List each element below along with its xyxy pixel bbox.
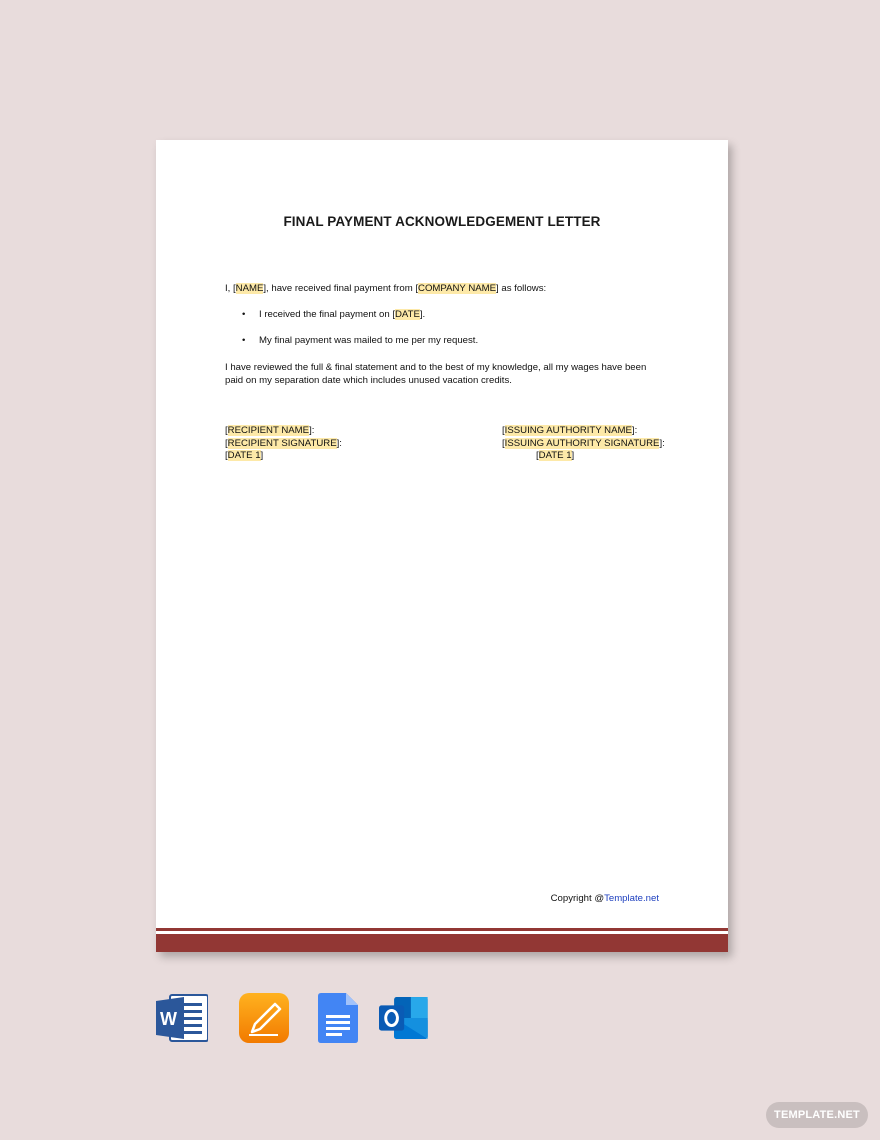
word-icon[interactable] (156, 993, 208, 1043)
copyright-notice: Copyright @Template.net (550, 893, 659, 904)
recipient-date-placeholder: DATE 1 (227, 450, 261, 462)
company-name-placeholder: COMPANY NAME (418, 283, 497, 294)
bullet-item: • My final payment was mailed to me per my request. (242, 335, 479, 346)
outlook-icon[interactable] (379, 993, 431, 1043)
issuing-signature-placeholder: ISSUING AUTHORITY SIGNATURE (504, 437, 660, 449)
footer-bar (156, 934, 728, 952)
date-placeholder: DATE (395, 309, 420, 320)
bullet-icon: • (242, 309, 246, 320)
bullet-item: • I received the final payment on [DATE]. (242, 309, 426, 320)
recipient-name-placeholder: RECIPIENT NAME (227, 425, 310, 436)
recipient-signature-placeholder: RECIPIENT SIGNATURE (227, 437, 337, 449)
template-net-link[interactable]: Template.net (604, 893, 659, 904)
pages-icon[interactable] (239, 993, 291, 1043)
statement-paragraph: I have reviewed the full & final statement and to the best of my knowledge, all my wages have been paid on my separation date which includes unused vacation credits. (225, 362, 647, 386)
issuer-signature-block: [ISSUING AUTHORITY NAME]: [ISSUING AUTHORITY SIGNATURE]: [DATE 1] (502, 425, 665, 462)
issuing-date-placeholder: DATE 1 (538, 450, 572, 462)
footer-line (156, 928, 728, 931)
intro-paragraph: I, [NAME], have received final payment from [COMPANY NAME] as follows: (225, 283, 547, 294)
name-placeholder: NAME (235, 283, 264, 294)
svg-text:W: W (160, 1009, 177, 1029)
template-net-badge[interactable]: TEMPLATE.NET (766, 1102, 868, 1128)
google-docs-icon[interactable] (318, 993, 370, 1043)
bullet-icon: • (242, 335, 246, 346)
document-title: FINAL PAYMENT ACKNOWLEDGEMENT LETTER (283, 214, 601, 229)
issuing-name-placeholder: ISSUING AUTHORITY NAME (504, 425, 632, 436)
recipient-signature-block: [RECIPIENT NAME]: [RECIPIENT SIGNATURE]: [DATE 1] (225, 425, 342, 462)
document-page (156, 140, 728, 952)
